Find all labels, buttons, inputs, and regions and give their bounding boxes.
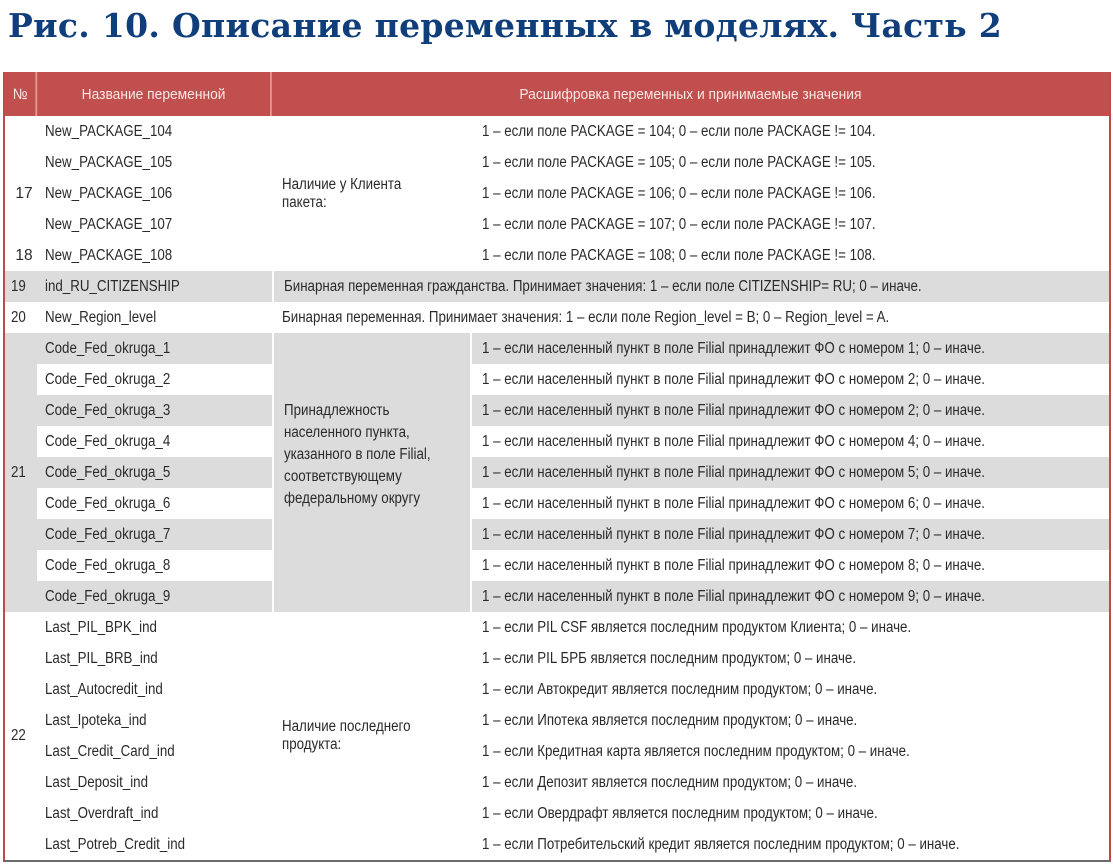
variable-name: Code_Fed_okruga_9	[37, 581, 272, 612]
variable-name: Last_Overdraft_ind	[45, 804, 159, 822]
variable-name: Last_Credit_Card_ind	[45, 742, 175, 760]
variable-name: Code_Fed_okruga_6	[37, 488, 272, 519]
group-package-names	[37, 116, 272, 271]
variable-description: Бинарная переменная гражданства. Принимает значения: 1 – если поле CITIZENSHIP= RU; 0 – иначе.	[272, 271, 1109, 302]
group-last-descriptions	[472, 612, 1109, 860]
row-num: 17	[15, 184, 33, 202]
variable-description: 1 – если Автокредит является последним продуктом; 0 – иначе.	[482, 680, 878, 698]
variable-description: 1 – если поле PACKAGE = 108; 0 – если поле PACKAGE != 108.	[482, 246, 876, 264]
variable-description: 1 – если населенный пункт в поле Filial принадлежит ФО с номером 9; 0 – иначе.	[472, 581, 1109, 612]
group-package-descriptions	[472, 116, 1109, 271]
table-header	[5, 72, 1109, 116]
group-package	[5, 116, 1109, 271]
row-num: 19	[11, 277, 26, 295]
header-num: №	[5, 72, 37, 116]
variables-table	[3, 72, 1111, 862]
variable-name: New_PACKAGE_107	[45, 215, 173, 233]
group-last-product	[5, 612, 1109, 860]
variable-name: Code_Fed_okruga_5	[37, 457, 272, 488]
variable-description: 1 – если поле PACKAGE = 106; 0 – если поле PACKAGE != 106.	[482, 184, 876, 202]
variable-description: 1 – если поле PACKAGE = 105; 0 – если поле PACKAGE != 105.	[482, 153, 876, 171]
variable-name: Last_PIL_BPK_ind	[45, 618, 157, 636]
variable-description: 1 – если населенный пункт в поле Filial принадлежит ФО с номером 7; 0 – иначе.	[472, 519, 1109, 550]
figure-title: Рис. 10. Описание переменных в моделях. Часть 2	[8, 6, 1003, 45]
variable-name: Last_Ipoteka_ind	[45, 711, 147, 729]
variable-description: 1 – если населенный пункт в поле Filial принадлежит ФО с номером 6; 0 – иначе.	[472, 488, 1109, 519]
group-fed-okruga	[5, 333, 1109, 612]
group-package-nums	[5, 116, 37, 271]
variable-description: 1 – если поле PACKAGE = 104; 0 – если поле PACKAGE != 104.	[482, 122, 876, 140]
variable-name: New_PACKAGE_106	[45, 184, 173, 202]
variable-name: ind_RU_CITIZENSHIP	[45, 277, 180, 295]
variable-description: 1 – если населенный пункт в поле Filial принадлежит ФО с номером 1; 0 – иначе.	[472, 333, 1109, 364]
variable-description: 1 – если населенный пункт в поле Filial принадлежит ФО с номером 2; 0 – иначе.	[472, 364, 1109, 395]
table-row-19	[5, 271, 1109, 302]
group-fed-names	[37, 333, 272, 612]
variable-description: 1 – если PIL БРБ является последним продуктом; 0 – иначе.	[482, 649, 857, 667]
variable-description: Бинарная переменная. Принимает значения: 1 – если поле Region_level = B; 0 – Region_level = A.	[282, 308, 890, 326]
group-fed-label: Принадлежность населенного пункта, указанного в поле Filial, соответствующему федеральному округу	[272, 333, 472, 612]
header-name: Название переменной	[37, 72, 272, 116]
variable-name: Code_Fed_okruga_2	[37, 364, 272, 395]
group-package-label: Наличие у Клиента пакета:	[282, 175, 402, 211]
variable-name: Code_Fed_okruga_8	[37, 550, 272, 581]
variable-name: Last_PIL_BRB_ind	[45, 649, 158, 667]
variable-description: 1 – если Кредитная карта является последним продуктом; 0 – иначе.	[482, 742, 910, 760]
variable-description: 1 – если населенный пункт в поле Filial принадлежит ФО с номером 5; 0 – иначе.	[472, 457, 1109, 488]
variable-description: 1 – если Депозит является последним продуктом; 0 – иначе.	[482, 773, 858, 791]
variable-name: Code_Fed_okruga_1	[37, 333, 272, 364]
variable-description: 1 – если населенный пункт в поле Filial принадлежит ФО с номером 2; 0 – иначе.	[472, 395, 1109, 426]
row-num: 20	[11, 308, 26, 326]
variable-description: 1 – если поле PACKAGE = 107; 0 – если поле PACKAGE != 107.	[482, 215, 876, 233]
table-row-20	[5, 302, 1109, 333]
variable-name: New_PACKAGE_104	[45, 122, 173, 140]
group-last-names	[37, 612, 272, 860]
variable-description: 1 – если Овердрафт является последним продуктом; 0 – иначе.	[482, 804, 878, 822]
group-last-label: Наличие последнего продукта:	[282, 718, 411, 753]
variable-name: New_PACKAGE_108	[45, 246, 173, 264]
row-num: 21	[5, 333, 37, 612]
row-num: 22	[11, 727, 26, 744]
variable-name: Last_Autocredit_ind	[45, 680, 163, 698]
variable-description: 1 – если Потребительский кредит является последним продуктом; 0 – иначе.	[482, 835, 960, 853]
variable-name: Code_Fed_okruga_3	[37, 395, 272, 426]
variable-description: 1 – если населенный пункт в поле Filial принадлежит ФО с номером 8; 0 – иначе.	[472, 550, 1109, 581]
variable-name: Last_Deposit_ind	[45, 773, 149, 791]
variable-description: 1 – если населенный пункт в поле Filial принадлежит ФО с номером 4; 0 – иначе.	[472, 426, 1109, 457]
header-description: Расшифровка переменных и принимаемые значения	[519, 85, 862, 103]
variable-name: New_PACKAGE_105	[45, 153, 173, 171]
variable-description: 1 – если Ипотека является последним продуктом; 0 – иначе.	[482, 711, 858, 729]
variable-name: New_Region_level	[45, 308, 157, 326]
variable-name: Code_Fed_okruga_7	[37, 519, 272, 550]
variable-name: Last_Potreb_Credit_ind	[45, 835, 186, 853]
variable-name: Code_Fed_okruga_4	[37, 426, 272, 457]
row-num: 18	[15, 246, 33, 264]
variable-description: 1 – если PIL CSF является последним продуктом Клиента; 0 – иначе.	[482, 618, 912, 636]
group-fed-descriptions	[472, 333, 1109, 612]
